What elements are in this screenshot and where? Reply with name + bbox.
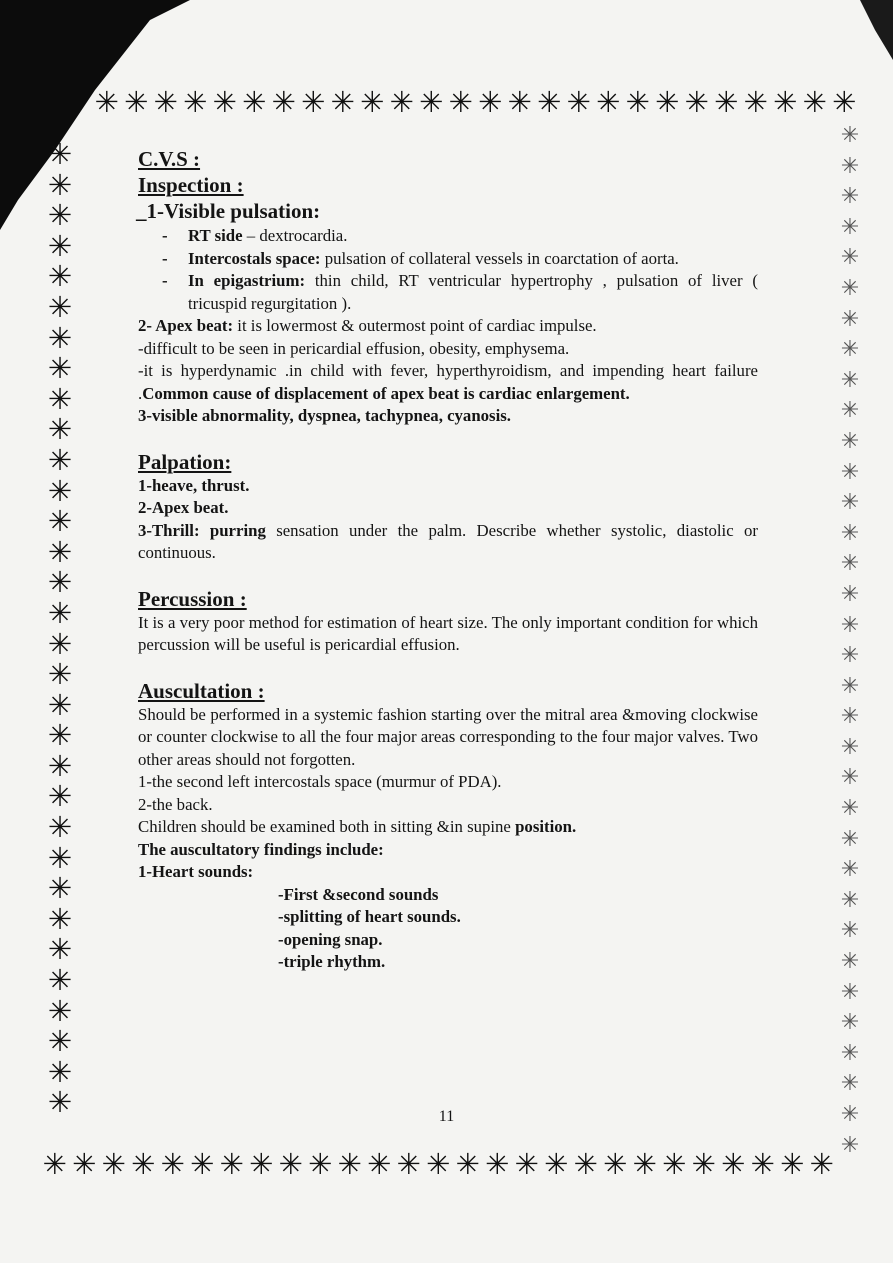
star-icon: ✳ (47, 1087, 73, 1120)
bullet-dash: - (162, 271, 168, 290)
star-icon: ✳ (840, 703, 860, 729)
star-icon: ✳ (544, 1150, 569, 1180)
star-icon: ✳ (840, 856, 860, 882)
page-content (138, 146, 758, 974)
auscultation-area-1: 1-the second left intercostals space (murmur of PDA). (138, 772, 502, 791)
star-icon: ✳ (691, 1150, 716, 1180)
auscultation-heading: Auscultation : (138, 678, 265, 703)
star-icon: ✳ (47, 750, 73, 783)
star-icon: ✳ (840, 1039, 860, 1065)
heart-sound-item: -opening snap. (278, 929, 383, 949)
percussion-heading: Percussion : (138, 586, 247, 611)
star-icon: ✳ (632, 1150, 657, 1180)
star-icon: ✳ (840, 764, 860, 790)
star-icon: ✳ (47, 567, 73, 600)
star-icon: ✳ (655, 88, 680, 118)
star-icon: ✳ (47, 720, 73, 753)
star-icon: ✳ (47, 230, 73, 263)
inspection-heading: Inspection : (138, 173, 244, 197)
star-icon: ✳ (840, 397, 860, 423)
item-text: thin child, RT ventricular hypertrophy , pulsation of liver ( tricuspid regurgitation ). (188, 271, 758, 313)
star-icon: ✳ (603, 1150, 628, 1180)
star-icon: ✳ (337, 1150, 362, 1180)
star-icon: ✳ (840, 825, 860, 851)
apex-beat-label: 2- Apex beat: (138, 316, 234, 335)
star-icon: ✳ (840, 580, 860, 606)
star-icon: ✳ (212, 88, 237, 118)
star-icon: ✳ (47, 659, 73, 692)
findings-heading: The auscultatory findings include: (138, 839, 384, 859)
star-icon: ✳ (47, 934, 73, 967)
star-icon: ✳ (840, 1009, 860, 1035)
percussion-text: It is a very poor method for estimation of heart size. The only important condition for which percussion will be useful is pericardial effusion. (138, 612, 758, 654)
star-icon: ✳ (684, 88, 709, 118)
star-icon: ✳ (448, 88, 473, 118)
star-icon: ✳ (573, 1150, 598, 1180)
star-icon: ✳ (42, 1150, 67, 1180)
star-icon: ✳ (840, 274, 860, 300)
star-icon: ✳ (131, 1150, 156, 1180)
star-icon: ✳ (360, 88, 385, 118)
auscultation-text: Should be performed in a systemic fashion starting over the mitral area &moving clockwise or counter clockwise to all the four major areas corresponding to the four major valves. Two other areas should not forgotten. (138, 704, 758, 769)
apex-beat-line3-text: -it is hyperdynamic .in child with fever, hyperthyroidism, and impending heart failure . (138, 361, 758, 403)
star-icon: ✳ (802, 88, 827, 118)
star-icon: ✳ (840, 550, 860, 576)
star-icon: ✳ (124, 88, 149, 118)
star-icon: ✳ (249, 1150, 274, 1180)
page-number: 11 (438, 1108, 455, 1125)
star-icon: ✳ (47, 995, 73, 1028)
star-icon: ✳ (840, 886, 860, 912)
star-border-left (44, 140, 76, 1119)
bullet-dash: - (162, 226, 168, 245)
position-bold: position. (515, 817, 577, 836)
star-icon: ✳ (750, 1150, 775, 1180)
heart-sound-item: -First &second sounds (278, 884, 439, 904)
star-icon: ✳ (537, 88, 562, 118)
star-icon: ✳ (840, 244, 860, 270)
thrill-text: sensation under the palm. Describe whether systolic, diastolic or continuous. (138, 520, 758, 562)
star-icon: ✳ (47, 536, 73, 569)
star-icon: ✳ (840, 213, 860, 239)
star-icon: ✳ (840, 978, 860, 1004)
apex-beat-line3 (138, 360, 758, 405)
star-icon: ✳ (47, 689, 73, 722)
star-icon: ✳ (190, 1150, 215, 1180)
star-icon: ✳ (47, 781, 73, 814)
star-icon: ✳ (47, 506, 73, 539)
star-icon: ✳ (47, 291, 73, 324)
heart-sound-item: -splitting of heart sounds. (278, 907, 461, 926)
star-icon: ✳ (47, 414, 73, 447)
star-icon: ✳ (721, 1150, 746, 1180)
star-icon: ✳ (101, 1150, 126, 1180)
star-icon: ✳ (47, 1056, 73, 1089)
star-icon: ✳ (367, 1150, 392, 1180)
star-icon: ✳ (455, 1150, 480, 1180)
star-icon: ✳ (219, 1150, 244, 1180)
heart-sounds-heading: 1-Heart sounds: (138, 862, 254, 881)
star-icon: ✳ (72, 1150, 97, 1180)
star-icon: ✳ (809, 1150, 834, 1180)
star-icon: ✳ (478, 88, 503, 118)
list-item (162, 248, 758, 271)
star-icon: ✳ (160, 1150, 185, 1180)
star-icon: ✳ (840, 672, 860, 698)
star-icon: ✳ (47, 1026, 73, 1059)
examination-position (138, 816, 758, 839)
star-icon: ✳ (47, 261, 73, 294)
star-icon: ✳ (596, 88, 621, 118)
star-icon: ✳ (47, 842, 73, 875)
star-icon: ✳ (271, 88, 296, 118)
star-icon: ✳ (840, 458, 860, 484)
star-icon: ✳ (840, 519, 860, 545)
star-icon: ✳ (840, 1131, 860, 1157)
star-icon: ✳ (389, 88, 414, 118)
star-icon: ✳ (566, 88, 591, 118)
item-text: – dextrocardia. (242, 226, 348, 245)
visible-pulsation-heading: _1-Visible pulsation: (136, 199, 321, 223)
item-label: RT side (188, 226, 243, 245)
star-icon: ✳ (662, 1150, 687, 1180)
star-icon: ✳ (47, 475, 73, 508)
star-icon: ✳ (714, 88, 739, 118)
star-icon: ✳ (832, 88, 857, 118)
star-icon: ✳ (840, 733, 860, 759)
apex-beat-text: it is lowermost & outermost point of cardiac impulse. (233, 316, 597, 335)
palpation-item-1: 1-heave, thrust. (138, 475, 250, 495)
star-icon: ✳ (840, 183, 860, 209)
star-icon: ✳ (47, 628, 73, 661)
star-icon: ✳ (47, 353, 73, 386)
star-border-top (92, 88, 862, 118)
star-icon: ✳ (47, 322, 73, 355)
star-icon: ✳ (840, 122, 860, 147)
star-icon: ✳ (485, 1150, 510, 1180)
star-icon: ✳ (47, 444, 73, 477)
star-icon: ✳ (47, 169, 73, 202)
star-icon: ✳ (94, 88, 119, 118)
star-icon: ✳ (47, 200, 73, 233)
star-icon: ✳ (840, 489, 860, 515)
star-icon: ✳ (301, 88, 326, 118)
star-icon: ✳ (47, 965, 73, 998)
apex-beat-line3-bold: Common cause of displacement of apex beat is cardiac enlargement. (142, 383, 630, 403)
star-border-bottom (40, 1150, 860, 1180)
star-icon: ✳ (396, 1150, 421, 1180)
star-icon: ✳ (840, 366, 860, 392)
star-icon: ✳ (840, 795, 860, 821)
list-item (162, 270, 758, 315)
page-title: C.V.S : (138, 147, 201, 171)
star-icon: ✳ (47, 812, 73, 845)
star-icon: ✳ (47, 139, 73, 171)
bullet-dash: - (162, 248, 168, 268)
star-icon: ✳ (47, 383, 73, 416)
star-icon: ✳ (840, 948, 860, 974)
star-icon: ✳ (840, 917, 860, 943)
star-icon: ✳ (242, 88, 267, 118)
star-icon: ✳ (743, 88, 768, 118)
star-icon: ✳ (47, 597, 73, 630)
item-text: pulsation of collateral vessels in coarctation of aorta. (320, 248, 679, 268)
star-icon: ✳ (183, 88, 208, 118)
heart-sound-item: -triple rhythm. (278, 952, 386, 971)
star-icon: ✳ (507, 88, 532, 118)
star-icon: ✳ (840, 336, 860, 362)
star-icon: ✳ (840, 305, 860, 331)
star-icon: ✳ (419, 88, 444, 118)
star-icon: ✳ (840, 611, 860, 637)
star-icon: ✳ (47, 873, 73, 906)
palpation-item-2: 2-Apex beat. (138, 498, 229, 517)
star-icon: ✳ (780, 1150, 805, 1180)
star-icon: ✳ (330, 88, 355, 118)
star-icon: ✳ (514, 1150, 539, 1180)
star-icon: ✳ (840, 1070, 860, 1096)
star-icon: ✳ (773, 88, 798, 118)
star-icon: ✳ (426, 1150, 451, 1180)
palpation-heading: Palpation: (138, 449, 232, 474)
apex-beat-line (138, 315, 758, 338)
auscultation-area-2: 2-the back. (138, 794, 213, 814)
star-icon: ✳ (278, 1150, 303, 1180)
item-label: In epigastrium: (188, 271, 306, 290)
star-icon: ✳ (840, 642, 860, 668)
star-icon: ✳ (840, 427, 860, 453)
star-icon: ✳ (153, 88, 178, 118)
star-icon: ✳ (625, 88, 650, 118)
star-icon: ✳ (840, 1101, 860, 1126)
visible-abnormality: 3-visible abnormality, dyspnea, tachypnea, cyanosis. (138, 406, 511, 425)
star-icon: ✳ (47, 903, 73, 936)
thrill-label: 3-Thrill: purring (138, 520, 266, 540)
list-item (162, 225, 758, 248)
position-text: Children should be examined both in sitting &in supine (138, 817, 516, 836)
star-border-right (834, 120, 866, 1160)
palpation-item-3 (138, 520, 758, 565)
star-icon: ✳ (308, 1150, 333, 1180)
apex-beat-line2: -difficult to be seen in pericardial effusion, obesity, emphysema. (138, 338, 570, 358)
star-icon: ✳ (840, 152, 860, 178)
item-label: Intercostals space: (188, 248, 321, 268)
